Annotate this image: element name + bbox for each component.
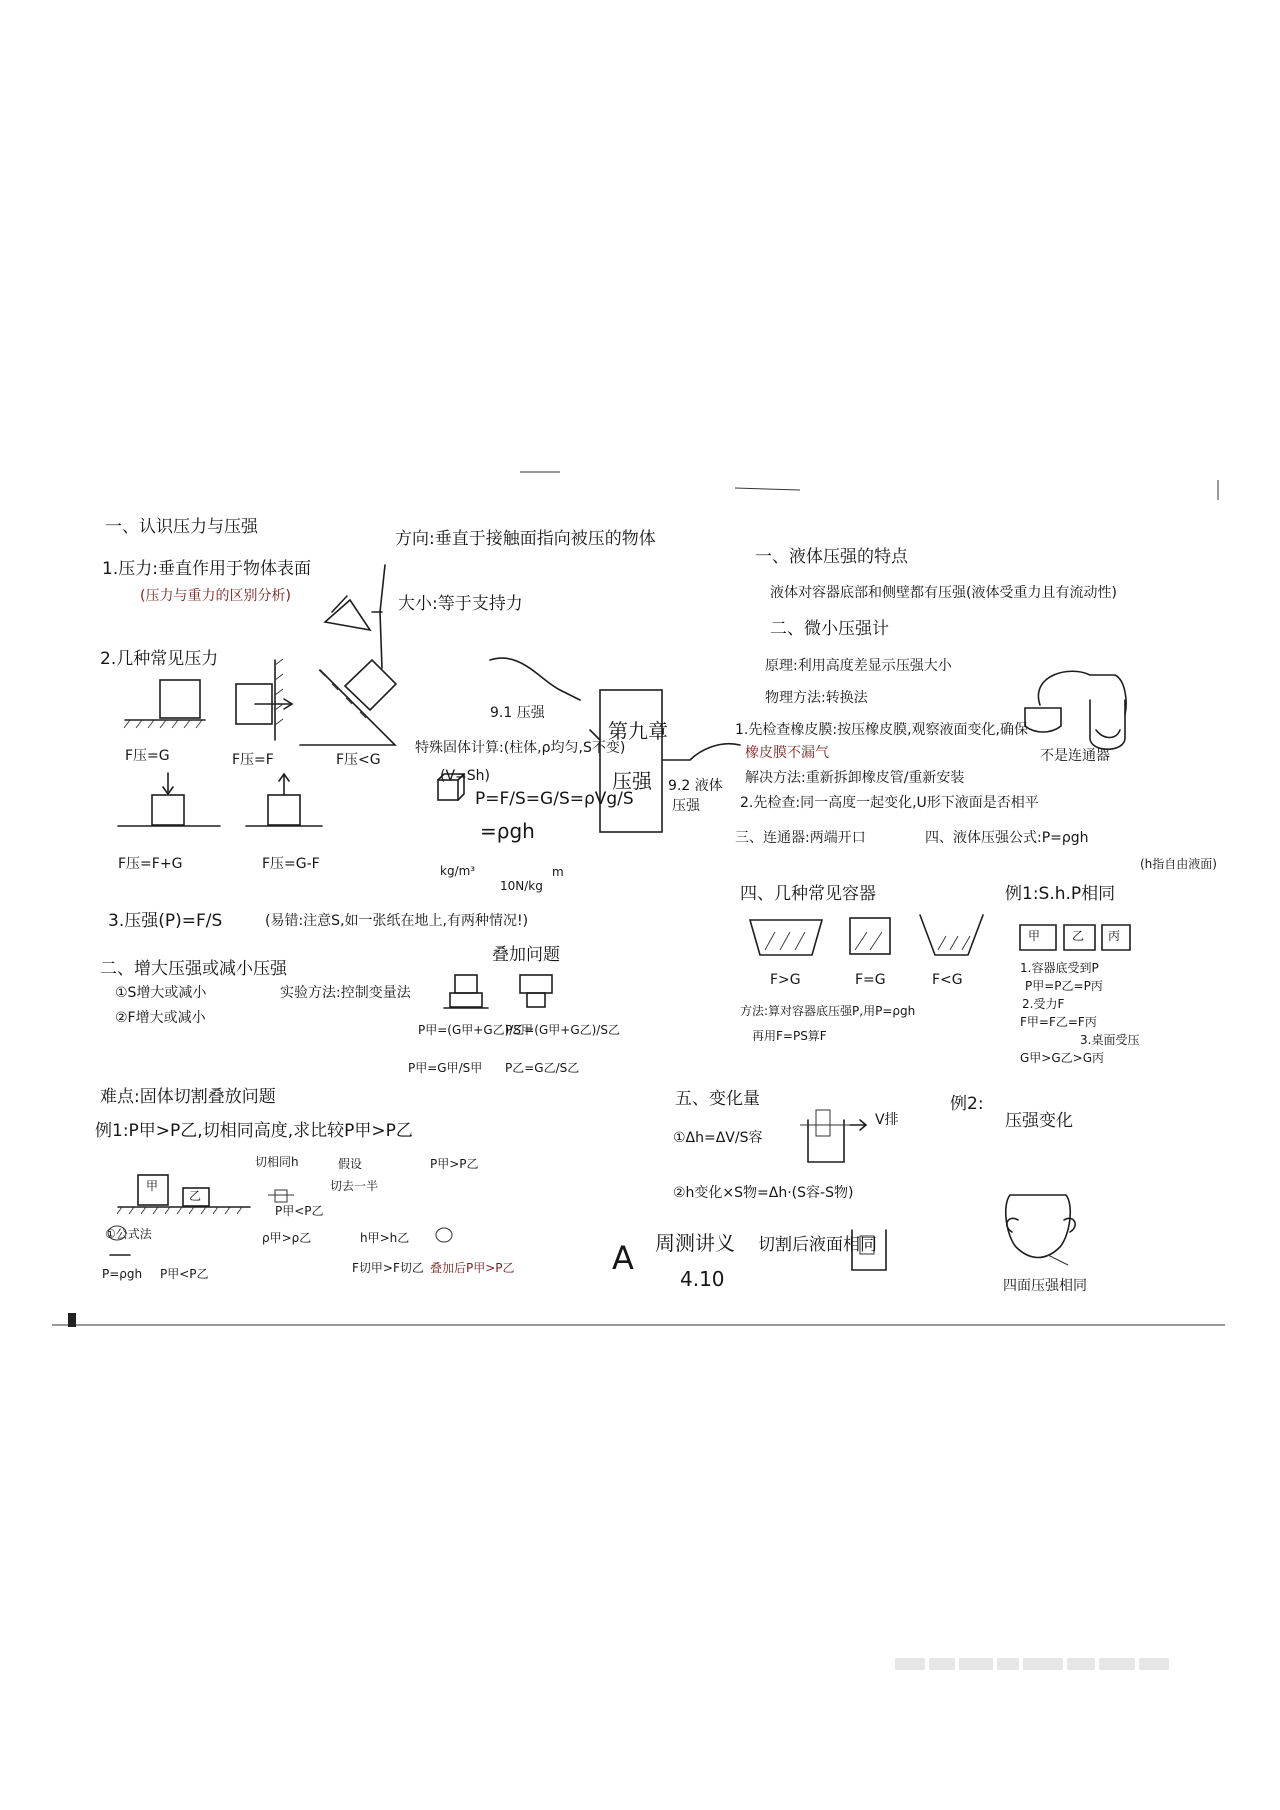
gauge-principle: 原理:利用高度差显示压强大小 xyxy=(765,658,952,674)
volume-change-cup-1 xyxy=(800,1110,866,1162)
label-f-eq-g: F压=G xyxy=(125,748,170,764)
not-connector-note: 不是连通器 xyxy=(1040,748,1110,764)
mindmap-tick xyxy=(590,730,600,740)
diagram-block-ground xyxy=(124,680,205,728)
label-f-diff: F压=G-F xyxy=(262,856,320,872)
diagram-incline xyxy=(300,660,396,745)
section-title-pressure: 一、认识压力与压强 xyxy=(105,517,258,537)
example-1-right: 例1:S.h.P相同 xyxy=(1005,884,1116,904)
connector-title: 三、连通器:两端开口 xyxy=(735,830,866,846)
container-method-1: 方法:算对容器底压强P,用P=ρgh xyxy=(740,1004,916,1018)
cut-note-h: F切甲>F切乙 xyxy=(352,1261,424,1275)
gauge-method: 物理方法:转换法 xyxy=(765,690,868,706)
cut-note-j: ①公式法 xyxy=(105,1227,152,1241)
chapter-title-line-2: 压强 xyxy=(612,769,652,793)
liquid-formula-note: (h指自由液面) xyxy=(1140,857,1217,871)
container-label-3: F<G xyxy=(932,972,963,988)
label-f-eq-f: F压=F xyxy=(232,752,274,768)
cut-note-a: 切相同h xyxy=(255,1155,299,1169)
node-92-line-2: 压强 xyxy=(672,798,700,814)
ink-letter-a: A xyxy=(612,1239,634,1277)
unit-density: kg/m³ xyxy=(440,864,476,878)
stack-diagram-2 xyxy=(520,975,552,1007)
mindmap-branch-92 xyxy=(662,744,740,760)
containers-row xyxy=(750,915,983,955)
example-1-left: 例1:P甲>P乙,切相同高度,求比较P甲>P乙 xyxy=(95,1121,413,1141)
variation-formula-2: ②h变化×S物=Δh·(S容-S物) xyxy=(673,1185,854,1201)
binder-mark xyxy=(68,1313,76,1327)
variation-title: 五、变化量 xyxy=(675,1089,760,1109)
pressure-formula-note: (易错:注意S,如一张纸在地上,有两种情况!) xyxy=(265,913,529,929)
small-note-3: 2.受力F xyxy=(1022,997,1065,1011)
small-note-2: P甲=P乙=P丙 xyxy=(1025,979,1103,993)
pressure-definition: 1.压力:垂直作用于物体表面 xyxy=(102,559,311,579)
unit-h: m xyxy=(552,865,564,879)
pressure-size: 大小:等于支持力 xyxy=(398,594,523,614)
stack-formula-1: P甲=(G甲+G乙)/S甲 xyxy=(418,1023,533,1037)
stack-diagram-1 xyxy=(444,975,488,1008)
cut-note-f: ρ甲>ρ乙 xyxy=(262,1231,312,1245)
small-note-4: F甲=F乙=F丙 xyxy=(1020,1015,1097,1029)
diagram-push-down xyxy=(118,773,220,826)
cut-note-d: P甲>P乙 xyxy=(430,1157,479,1171)
chapter-box xyxy=(600,690,662,832)
cut-note-g: h甲>h乙 xyxy=(360,1231,410,1245)
review-date: 4.10 xyxy=(680,1267,725,1291)
method-s: ①S增大或减小 xyxy=(115,985,207,1001)
special-solid-calculation: 特殊固体计算:(柱体,ρ均匀,S不变) xyxy=(415,740,626,756)
container-name-3: 丙 xyxy=(1108,929,1121,943)
scan-top-mark-right xyxy=(735,488,800,490)
container-name-2: 乙 xyxy=(1072,929,1085,943)
example-2-right: 例2: xyxy=(950,1094,984,1114)
liquid-pressure-text: 液体对容器底部和侧壁都有压强(液体受重力且有流动性) xyxy=(770,585,1117,601)
container-method-2: 再用F=PS算F xyxy=(752,1029,827,1043)
pressure-formula: 3.压强(P)=F/S xyxy=(108,911,223,931)
cut-note-e: P甲<P乙 xyxy=(275,1204,324,1218)
containers-title: 四、几种常见容器 xyxy=(740,884,876,904)
circle-mark-2 xyxy=(436,1228,452,1242)
gauge-fix: 解决方法:重新拆卸橡皮管/重新安装 xyxy=(745,770,965,786)
container-name-1: 甲 xyxy=(1028,929,1041,943)
diagram-pull-up xyxy=(246,774,322,826)
stack-formula-2: P乙=(G甲+G乙)/S乙 xyxy=(505,1023,620,1037)
solid-pressure-result: =ρgh xyxy=(480,819,535,843)
small-cut-block xyxy=(268,1190,294,1202)
stack-formula-3: P甲=G甲/S甲 xyxy=(408,1061,483,1075)
label-f-lt-g: F压<G xyxy=(336,752,381,768)
control-variable-method: 实验方法:控制变量法 xyxy=(280,985,411,1001)
node-92-line-1: 9.2 液体 xyxy=(668,778,723,794)
method-f: ②F增大或减小 xyxy=(115,1010,206,1026)
solid-condition: (V=Sh) xyxy=(440,768,490,784)
block-label-a: 甲 xyxy=(146,1179,159,1193)
liquid-pressure-title: 一、液体压强的特点 xyxy=(755,547,908,567)
gauge-check-1: 1.先检查橡皮膜:按压橡皮膜,观察液面变化,确保 xyxy=(735,722,1028,738)
difficulty-note: 难点:固体切割叠放问题 xyxy=(100,1087,276,1107)
pressure-direction: 方向:垂直于接触面指向被压的物体 xyxy=(395,529,656,549)
variation-vdisp: V排 xyxy=(875,1112,899,1128)
cut-note-i: 叠加后P甲>P乙 xyxy=(430,1261,515,1275)
cut-note-l: P甲<P乙 xyxy=(160,1267,209,1281)
container-label-1: F>G xyxy=(770,972,801,988)
watermark-bar xyxy=(895,1655,1205,1677)
bracket-direction-size xyxy=(372,565,385,668)
pressure-gauge-sketch xyxy=(1025,671,1126,749)
example-2-text: 压强变化 xyxy=(1005,1111,1073,1131)
cut-blocks xyxy=(117,1175,250,1214)
label-f-sum: F压=F+G xyxy=(118,856,183,872)
pressure-definition-note: (压力与重力的区别分析) xyxy=(140,588,291,604)
container-label-2: F=G xyxy=(855,972,886,988)
weekly-review: 周测讲义 xyxy=(655,1231,735,1255)
unit-g: 10N/kg xyxy=(500,879,543,893)
common-pressures-title: 2.几种常见压力 xyxy=(100,649,219,669)
stack-formula-4: P乙=G乙/S乙 xyxy=(505,1061,580,1075)
small-note-1: 1.容器底受到P xyxy=(1020,961,1099,975)
increase-decrease-title: 二、增大压强或减小压强 xyxy=(100,959,287,979)
four-sided-pressure-note: 四面压强相同 xyxy=(1003,1278,1087,1294)
node-91-pressure: 9.1 压强 xyxy=(490,705,545,721)
pressure-gauge-title: 二、微小压强计 xyxy=(770,619,889,639)
stacking-title: 叠加问题 xyxy=(492,945,560,965)
weekly-review-note: 切割后液面相同 xyxy=(758,1235,877,1255)
pressure-change-sketch xyxy=(1006,1195,1075,1265)
solid-pressure-derivation: P=F/S=G/S=ρVg/S xyxy=(475,789,634,809)
diagram-block-wall xyxy=(236,659,292,740)
cut-note-c: 切去一半 xyxy=(330,1179,379,1193)
chapter-title-line-1: 第九章 xyxy=(608,719,668,743)
liquid-formula: 四、液体压强公式:P=ρgh xyxy=(925,830,1089,846)
cut-note-b: 假设 xyxy=(338,1157,363,1171)
small-note-6: G甲>G乙>G丙 xyxy=(1020,1051,1105,1065)
small-note-5: 3.桌面受压 xyxy=(1080,1033,1140,1047)
gauge-check-2: 橡皮膜不漏气 xyxy=(745,745,829,761)
gauge-check-two: 2.先检查:同一高度一起变化,U形下液面是否相平 xyxy=(740,795,1039,811)
cut-note-k: P=ρgh xyxy=(102,1267,143,1281)
block-label-b: 乙 xyxy=(189,1189,202,1203)
incline-sketch xyxy=(325,596,370,630)
variation-formula-1: ①Δh=ΔV/S容 xyxy=(673,1130,763,1146)
mindmap-branch-91 xyxy=(490,658,580,700)
